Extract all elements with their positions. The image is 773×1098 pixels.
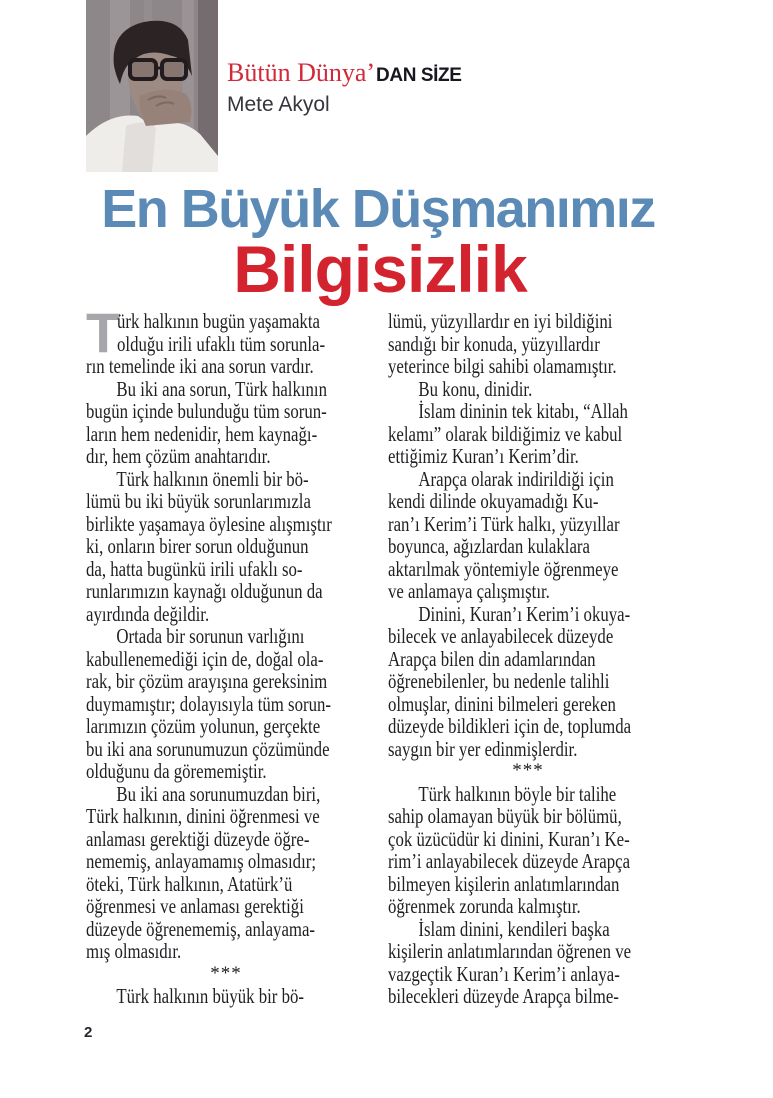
text-line: bu iki ana sorunumuzun çözümünde	[86, 736, 330, 761]
author-photo	[86, 0, 218, 172]
text-line: Bu iki ana sorunumuzdan biri,	[116, 781, 321, 806]
text-line: öğrenmesi ve anlaması gerektiği	[86, 894, 304, 918]
text-line: olduğunu da görememiştir.	[86, 759, 267, 783]
right-column	[388, 310, 668, 1008]
text-line: Türk halkının önemli bir bö-	[116, 466, 309, 491]
text-line: ayırdında değildir.	[86, 601, 210, 626]
text-line: lümü, yüzyıllardır en iyi bildiğini	[388, 309, 613, 333]
text-line: düzeyde öğrenememiş, anlayama-	[86, 916, 316, 941]
text-line: lümü bu iki büyük sorunlarımızla	[86, 489, 311, 513]
text-line: öğrenmek zorunda kalmıştır.	[388, 894, 581, 918]
text-line: ve anlamaya çalışmıştır.	[388, 579, 550, 603]
dropcap-letter: T	[86, 301, 121, 364]
text-line: anlaması gerektiği düzeyde öğre-	[86, 826, 310, 851]
text-line: nememiş, anlayamamış olmasıdır;	[86, 849, 317, 873]
text-line: bilecekleri düzeyde Arapça bilme-	[388, 984, 619, 1008]
text-line: dır, hem çözüm anahtarıdır.	[86, 444, 271, 468]
text-line: öteki, Türk halkının, Atatürk’ü	[86, 871, 293, 896]
text-line: Dinini, Kuran’ı Kerim’i okuya-	[418, 601, 631, 626]
text-line: aktarılmak yöntemiyle öğrenmeye	[388, 556, 619, 581]
text-line: bilmeyen kişilerin anlatımlarından	[388, 871, 620, 896]
text-line: İslam dinini, kendileri başka	[418, 916, 610, 941]
article-title: En Büyük Düşmanımız	[101, 179, 655, 239]
text-line: Bu iki ana sorun, Türk halkının	[116, 376, 328, 401]
text-line: ların hem nedenidir, hem kaynağı-	[86, 421, 318, 446]
text-line: da, hatta bugünkü irili ufaklı so-	[86, 556, 303, 581]
text-line: sahip olamayan büyük bir bölümü,	[388, 804, 622, 828]
text-line: kelamı” olarak bildiğimiz ve kabul	[388, 421, 623, 446]
text-line: ran’ı Kerim’i Türk halkı, yüzyıllar	[388, 511, 620, 536]
text-line: Türk halkının, dinini öğrenmesi ve	[86, 804, 320, 828]
text-line: olduğu irili ufaklı tüm sorunla-	[117, 331, 326, 356]
text-line: ki, onların birer sorun olduğunun	[86, 534, 309, 558]
article-subtitle: Bilgisizlik	[233, 232, 527, 306]
text-line: rın temelinde iki ana sorun vardır.	[86, 354, 314, 378]
text-line: Ortada bir sorunun varlığını	[116, 624, 305, 648]
text-line: rak, bir çözüm arayışına gereksinim	[86, 669, 328, 693]
page-number: 2	[84, 1024, 93, 1041]
masthead-suffix: DAN SİZE	[376, 65, 462, 86]
text-line: ürk halkının bugün yaşamakta	[117, 309, 320, 333]
text-line: duymamıştır; dolayısıyla tüm sorun-	[86, 691, 331, 716]
text-line: bilecek ve anlayabilecek düzeyde	[388, 624, 614, 648]
text-line: öğrenebilenler, bu nedenle talihli	[388, 669, 610, 693]
text-line: ettiğimiz Kuran’ı Kerim’dir.	[388, 444, 579, 468]
author-photo-illustration	[86, 0, 218, 172]
text-line: yeterince bilgi sahibi olamamıştır.	[388, 354, 617, 378]
text-line: larımızın çözüm yolunun, gerçekte	[86, 714, 321, 738]
text-line: mış olmasıdır.	[86, 939, 182, 963]
text-line: kendi dilinde okuyamadığı Ku-	[388, 489, 599, 513]
section-separator: ***	[512, 760, 544, 781]
text-line: Arapça olarak indirildiği için	[418, 466, 614, 491]
text-line: çok üzücüdür ki dinini, Kuran’ı Ke-	[388, 826, 630, 851]
text-line: vazgeçtik Kuran’ı Kerim’i anlaya-	[388, 961, 620, 986]
text-line: boyunca, ağızlardan kulaklara	[388, 534, 590, 558]
text-line: Bu konu, dinidir.	[418, 376, 533, 401]
author-name: Mete Akyol	[227, 93, 330, 116]
text-line: olmuşlar, dinini bilmeleri gereken	[388, 691, 616, 716]
text-line: bugün içinde bulunduğu tüm sorun-	[86, 399, 327, 423]
text-line: rim’i anlayabilecek düzeyde Arapça	[388, 849, 631, 873]
text-line: Türk halkının büyük bir bö-	[116, 984, 304, 1008]
text-line: düzeyde bildikleri için de, toplumda	[388, 714, 632, 738]
section-separator: ***	[210, 962, 242, 984]
magazine-brand: Bütün Dünya’	[227, 58, 376, 87]
text-line: Türk halkının böyle bir talihe	[418, 781, 617, 806]
text-line: İslam dininin tek kitabı, “Allah	[418, 399, 628, 423]
text-line: sandığı bir konuda, yüzyıllardır	[388, 331, 600, 356]
text-line: Arapça bilen din adamlarından	[388, 646, 596, 671]
text-line: kişilerin anlatımlarından öğrenen ve	[388, 939, 632, 963]
text-line: runlarımızın kaynağı olduğunun da	[86, 579, 323, 603]
masthead	[227, 60, 462, 117]
text-line: saygın bir yer edinmişlerdir.	[388, 736, 578, 761]
text-line: birlikte yaşamaya öylesine alışmıştır	[86, 511, 332, 536]
left-column	[86, 301, 366, 1008]
masthead-brandline	[227, 60, 462, 90]
text-line: kabullenemediği için de, doğal ola-	[86, 646, 324, 671]
